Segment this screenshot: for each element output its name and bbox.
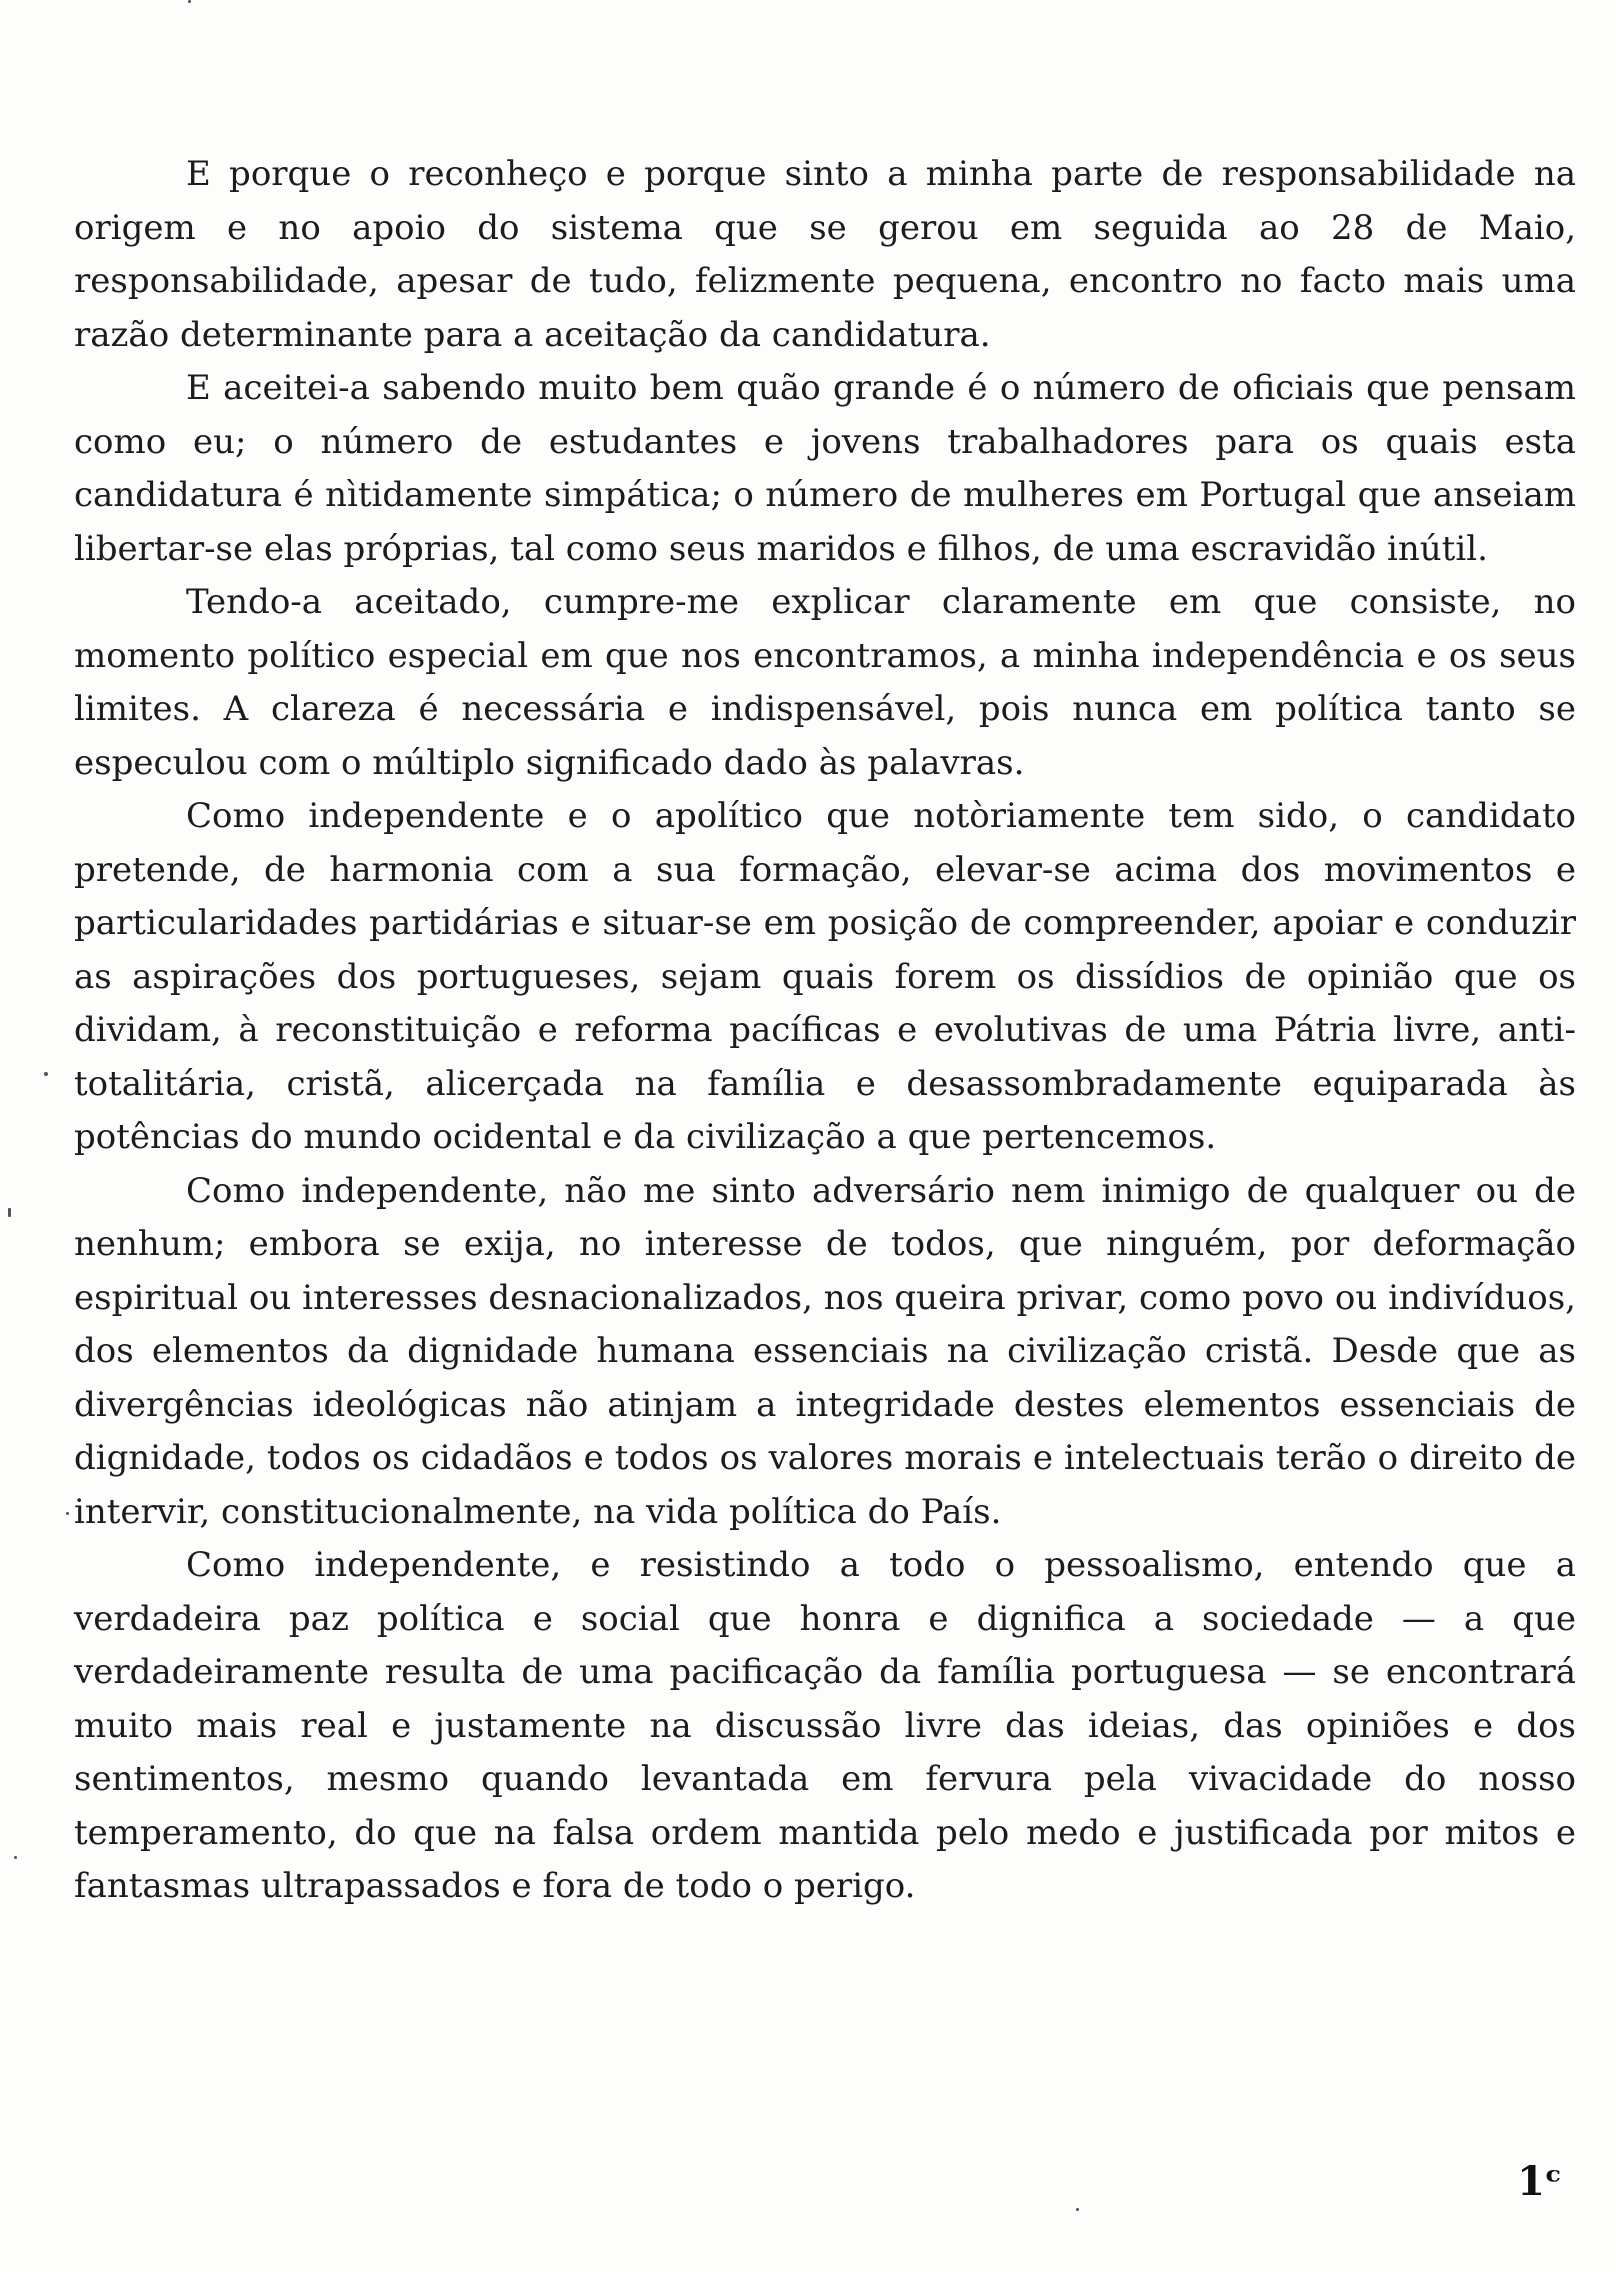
scan-speck — [188, 0, 191, 3]
page-number: 1ᶜ — [1517, 2158, 1562, 2205]
paragraph-5: Como independente, não me sinto adversário nem inimigo de qualquer ou de nenhum; embora se exija, no interesse de todos, que ninguém, por deformação espiritual ou interesses desnacionalizados, nos queira privar, como povo ou indivíduos, dos elementos da dignidade humana essenciais na civilização cristã. Desde que as divergências ideológicas não atinjam a integridade destes elementos essenciais de dignidade, todos os cidadãos e todos os valores morais e intelectuais terão o direito de intervir, constitucionalmente, na vida política do País. — [74, 1170, 1576, 1532]
body-text — [74, 148, 1576, 1914]
paragraph-1: E porque o reconheço e porque sinto a minha parte de responsabilidade na origem e no apoio do sistema que se gerou em seguida ao 28 de Maio, responsabilidade, apesar de tudo, felizmente pequena, encontro no facto mais uma razão determinante para a aceitação da candidatura. — [74, 154, 1576, 355]
scan-speck — [8, 1208, 11, 1217]
scan-speck — [1076, 2208, 1079, 2211]
paragraph-3: Tendo-a aceitado, cumpre-me explicar claramente em que consiste, no momento político especial em que nos encontramos, a minha independência e os seus limites. A clareza é necessária e indispensável, pois nunca em política tanto se especulou com o múltiplo significado dado às palavras. — [74, 582, 1576, 783]
scan-speck — [66, 1512, 69, 1515]
paragraph-2: E aceitei-a sabendo muito bem quão grande é o número de oficiais que pensam como eu; o número de estudantes e jovens trabalhadores para os quais esta candidatura é nìtidamente simpática; o número de mulheres em Portugal que anseiam libertar-se elas próprias, tal como seus maridos e filhos, de uma escravidão inútil. — [74, 368, 1576, 569]
scan-speck — [44, 1072, 48, 1076]
scan-speck — [14, 1856, 17, 1859]
paragraph-6: Como independente, e resistindo a todo o pessoalismo, entendo que a verdadeira paz política e social que honra e dignifica a sociedade — a que verdadeiramente resulta de uma pacificação da família portuguesa — se encontrará muito mais real e justamente na discussão livre das ideias, das opiniões e dos sentimentos, mesmo quando levantada em fervura pela vivacidade do nosso temperamento, do que na falsa ordem mantida pelo medo e justificada por mitos e fantasmas ultrapassados e fora de todo o perigo. — [74, 1545, 1576, 1906]
paragraph-4: Como independente e o apolítico que notòriamente tem sido, o candidato pretende, de harmonia com a sua formação, elevar-se acima dos movimentos e particularidades partidárias e situar-se em posição de compreender, apoiar e conduzir as aspirações dos portugueses, sejam quais forem os dissídios de opinião que os dividam, à reconstituição e reforma pacíficas e evolutivas de uma Pátria livre, anti-totalitária, cristã, alicerçada na família e desassombradamente equiparada às potências do mundo ocidental e da civilização a que pertencemos. — [74, 796, 1576, 1157]
